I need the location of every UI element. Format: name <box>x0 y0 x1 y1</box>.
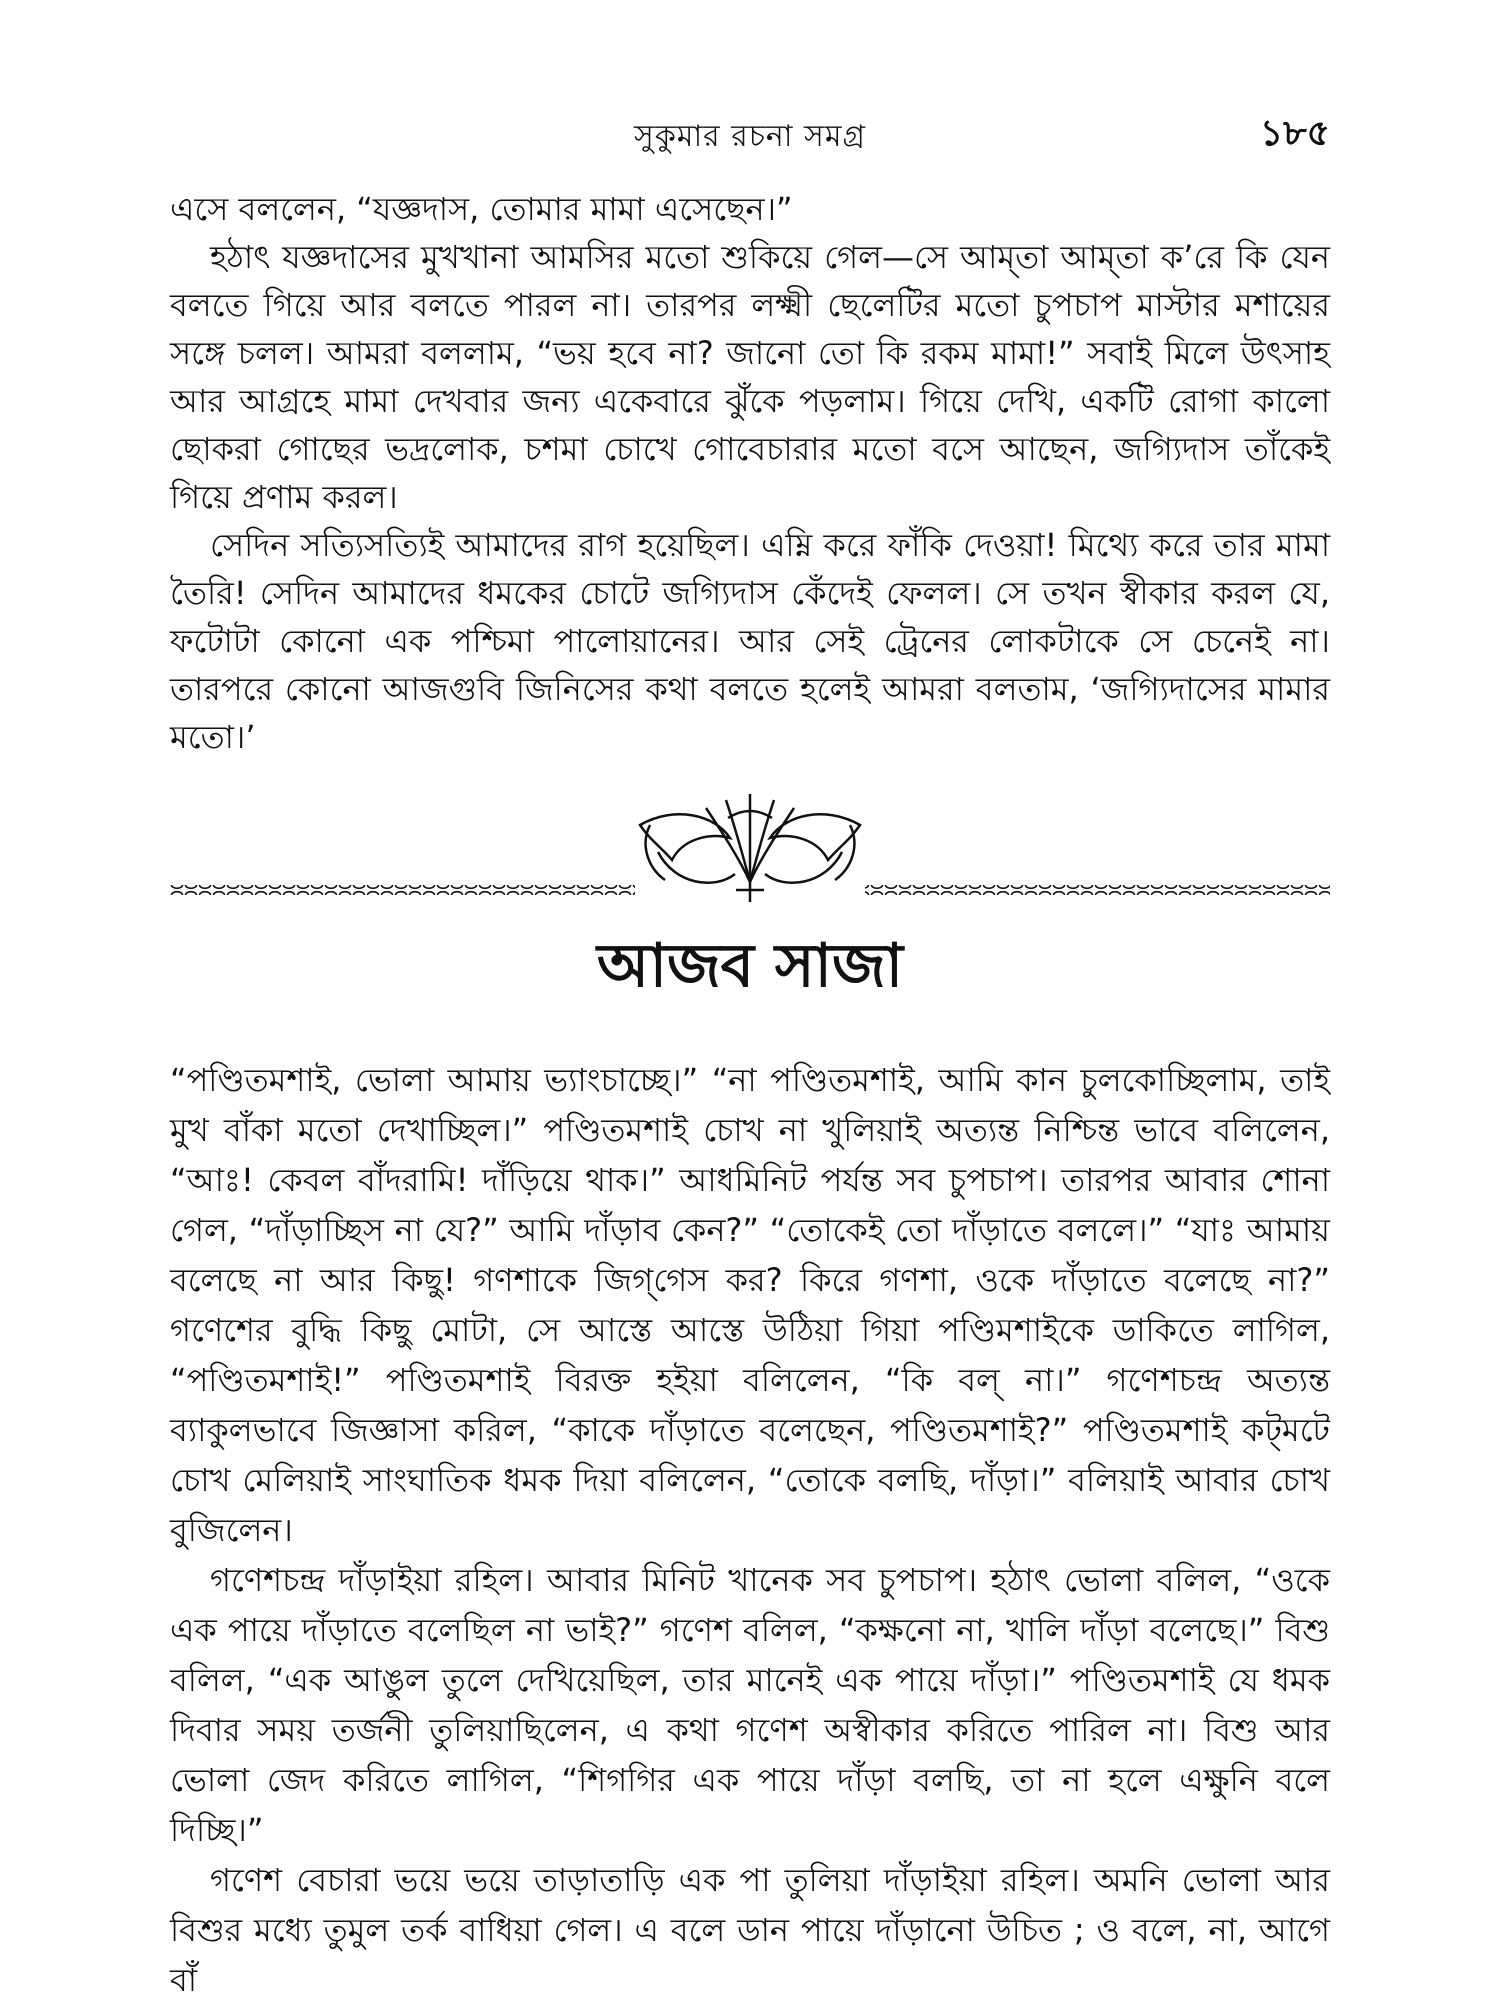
story-title: আজব সাজা <box>596 931 904 1001</box>
paragraph: হঠাৎ যজ্ঞদাসের মুখখানা আমসির মতো শুকিয়ে গেল—সে আম্‌তা আম্‌তা ক’রে কি যেন বলতে গিয়ে আর বলতে পারল না। তারপর লক্ষ্মী ছেলেটির মতো চুপচাপ মাস্টার মশায়ের সঙ্গে চলল। আমরা বললাম, “ভয় হবে না? জানো তো কি রকম মামা!” সবাই মিলে উৎসাহ আর আগ্রহে মামা দেখবার জন্য একেবারে ঝুঁকে পড়লাম। গিয়ে দেখি, একটি রোগা কালো ছোকরা গোছের ভদ্রলোক, চশমা চোখে গোবেচারার মতো বসে আছেন, জগ্যিদাস তাঁকেই গিয়ে প্রণাম করল। <box>170 238 1330 516</box>
previous-story-text <box>170 185 1330 761</box>
chain-border-right <box>865 885 1330 895</box>
paragraph: গণেশ বেচারা ভয়ে ভয়ে তাড়াতাড়ি এক পা তুলিয়া দাঁড়াইয়া রহিল। অমনি ভোলা আর বিশুর মধ্যে তুমুল তর্ক বাধিয়া গেল। এ বলে ডান পায়ে দাঁড়ানো উচিত ; ও বলে, না, আগে বাঁ <box>170 1861 1330 1999</box>
lotus-ornament-icon <box>640 794 860 902</box>
ornamental-divider <box>170 790 1330 910</box>
paragraph: “পণ্ডিতমশাই, ভোলা আমায় ভ্যাংচাচ্ছে।” “না পণ্ডিতমশাই, আমি কান চুলকোচ্ছিলাম, তাই মুখ বাঁকা মতো দেখাচ্ছিল।” পণ্ডিতমশাই চোখ না খুলিয়াই অত্যন্ত নিশ্চিন্ত ভাবে বলিলেন, “আঃ! কেবল বাঁদরামি! দাঁড়িয়ে থাক।” আধমিনিট পর্যন্ত সব চুপচাপ। তারপর আবার শোনা গেল, “দাঁড়াচ্ছিস না যে?” আমি দাঁড়াব কেন?” “তোকেই তো দাঁড়াতে বললে।” “যাঃ আমায় বলেছে না আর কিছু! গণশাকে জিগ্‌গেস কর? কিরে গণশা, ওকে দাঁড়াতে বলেছে না?” গণেশের বুদ্ধি কিছু মোটা, সে আস্তে আস্তে উঠিয়া গিয়া পণ্ডিমশাইকে ডাকিতে লাগিল, “পণ্ডিতমশাই!” পণ্ডিতমশাই বিরক্ত হইয়া বলিলেন, “কি বল্ না।” গণেশচন্দ্র অত্যন্ত ব্যাকুলভাবে জিজ্ঞাসা করিল, “কাকে দাঁড়াতে বলেছেন, পণ্ডিতমশাই?” পণ্ডিতমশাই কট্‌মটে চোখ মেলিয়াই সাংঘাতিক ধমক দিয়া বলিলেন, “তোকে বলছি, দাঁড়া।” বলিয়াই আবার চোখ বুজিলেন। <box>170 1061 1330 1549</box>
story-text <box>170 1055 1330 2005</box>
paragraph: সেদিন সত্যিসত্যিই আমাদের রাগ হয়েছিল। এম্নি করে ফাঁকি দেওয়া! মিথ্যে করে তার মামা তৈরি! সেদিন আমাদের ধমকের চোটে জগ্যিদাস কেঁদেই ফেলল। সে তখন স্বীকার করল যে, ফটোটা কোনো এক পশ্চিমা পালোয়ানের। আর সেই ট্রেনের লোকটাকে সে চেনেই না। তারপরে কোনো আজগুবি জিনিসের কথা বলতে হলেই আমরা বলতাম, ‘জগ্যিদাসের মামার মতো।’ <box>170 526 1330 756</box>
running-title: সুকুমার রচনা সমগ্র <box>634 119 866 154</box>
paragraph: এসে বললেন, “যজ্ঞদাস, তোমার মামা এসেছেন।” <box>170 190 793 228</box>
paragraph: গণেশচন্দ্র দাঁড়াইয়া রহিল। আবার মিনিট খানেক সব চুপচাপ। হঠাৎ ভোলা বলিল, “ওকে এক পায়ে দাঁড়াতে বলেছিল না ভাই?” গণেশ বলিল, “কক্ষনো না, খালি দাঁড়া বলেছে।” বিশু বলিল, “এক আঙুল তুলে দেখিয়েছিল, তার মানেই এক পায়ে দাঁড়া।” পণ্ডিতমশাই যে ধমক দিবার সময় তর্জনী তুলিয়াছিলেন, এ কথা গণেশ অস্বীকার করিতে পারিল না। বিশু আর ভোলা জেদ করিতে লাগিল, “শিগগির এক পায়ে দাঁড়া বলছি, তা না হলে এক্ষুনি বলে দিচ্ছি।” <box>170 1561 1330 1849</box>
chain-border-left <box>170 885 635 895</box>
page-number: ১৮৫ <box>1259 113 1330 154</box>
